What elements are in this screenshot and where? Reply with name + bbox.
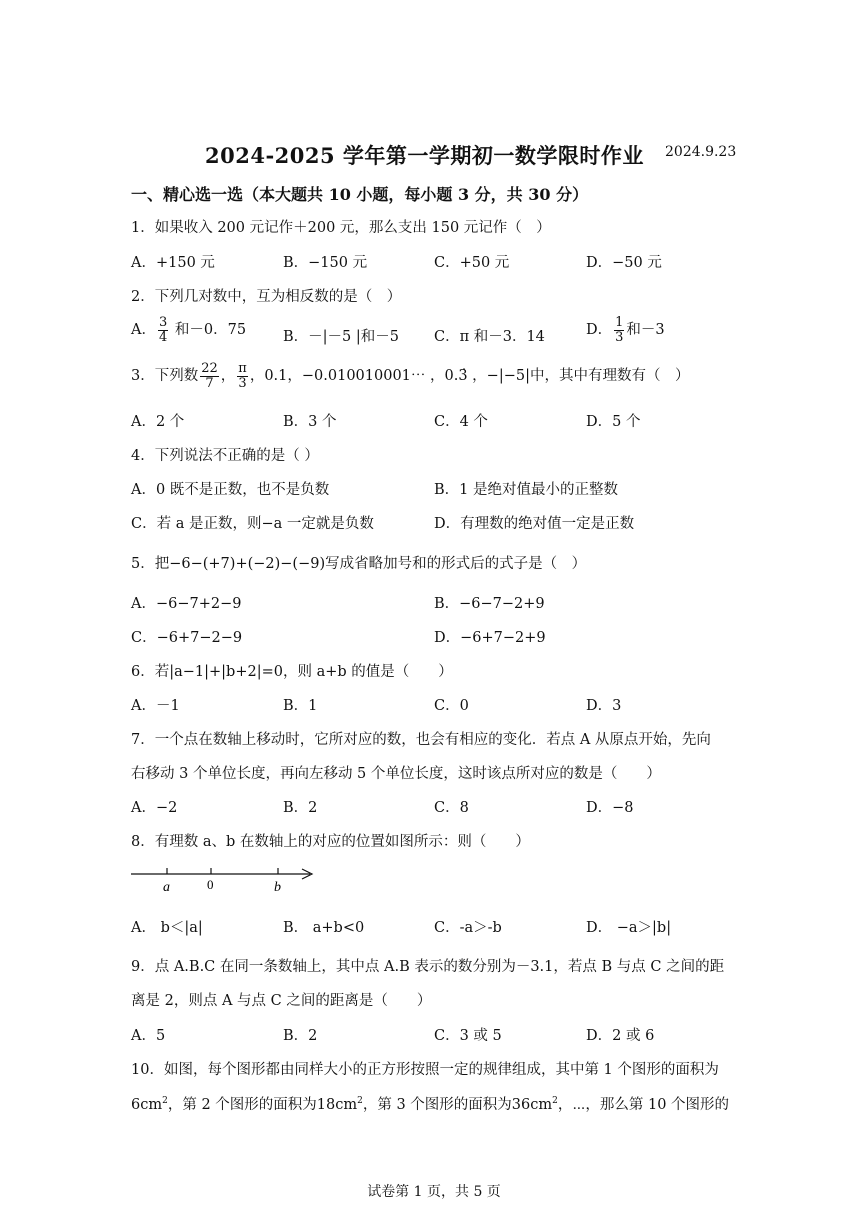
q4-option-a: A．0 既不是正数，也不是负数 — [131, 482, 330, 498]
q9-option-a: A．5 — [131, 1028, 166, 1044]
fraction: $\frac{\pi}{3}$ — [238, 361, 247, 391]
q8-option-d: D． −a＞|b| — [586, 920, 672, 936]
page-title: 2024-2025 学年第一学期初一数学限时作业 — [205, 143, 644, 168]
q5-option-b: B．−6−7−2+9 — [434, 596, 545, 612]
question-9-line-2: 离是 2，则点 A 与点 C 之间的距离是（ ） — [131, 993, 432, 1009]
q7-option-a: A．−2 — [131, 800, 178, 816]
q4-option-b: B．1 是绝对值最小的正整数 — [434, 482, 618, 498]
q7-option-d: D．−8 — [586, 800, 634, 816]
q2-option-d: D． $\frac{1}{3}$ 和－3 — [586, 315, 665, 345]
q3-option-b: B．3 个 — [283, 414, 337, 430]
q6-option-a: A．－1 — [131, 698, 180, 714]
fraction: $\frac{3}{4}$ — [158, 315, 168, 345]
question-5-stem: 5．把−6−(+7)+(−2)−(−9)写成省略加号和的形式后的式子是（ ） — [131, 556, 587, 572]
q9-option-b: B．2 — [283, 1028, 318, 1044]
q5-option-a: A．−6−7+2−9 — [131, 596, 242, 612]
question-9-line-1: 9．点 A.B.C 在同一条数轴上，其中点 A.B 表示的数分别为－3.1，若点 B 与点 C 之间的距 — [131, 959, 725, 975]
q6-option-d: D．3 — [586, 698, 622, 714]
q1-option-c: C．+50 元 — [434, 255, 510, 271]
q7-option-c: C．8 — [434, 800, 469, 816]
q5-option-c: C．−6+7−2−9 — [131, 630, 243, 646]
q1-option-b: B．−150 元 — [283, 255, 368, 271]
q3-option-a: A．2 个 — [131, 414, 185, 430]
q6-option-c: C．0 — [434, 698, 469, 714]
q3-option-d: D．5 个 — [586, 414, 641, 430]
q2-option-a: A． $\frac{3}{4}$ 和－0．75 — [131, 315, 247, 345]
q8-option-b: B． a+b<0 — [283, 920, 365, 936]
section-heading: 一、精心选一选（本大题共 10 小题，每小题 3 分，共 30 分） — [131, 185, 589, 204]
label-zero: 0 — [207, 877, 214, 892]
q4-option-d: D．有理数的绝对值一定是正数 — [434, 516, 635, 532]
q9-option-c: C．3 或 5 — [434, 1028, 502, 1044]
question-10-line-1: 10．如图，每个图形都由同样大小的正方形按照一定的规律组成，其中第 1 个图形的面积为 — [131, 1062, 719, 1078]
q1-option-d: D．−50 元 — [586, 255, 662, 271]
q6-option-b: B．1 — [283, 698, 318, 714]
date-label: 2024.9.23 — [665, 144, 737, 160]
question-2-stem: 2．下列几对数中，互为相反数的是（ ） — [131, 289, 402, 305]
question-10-line-2: $6cm^2$，第 2 个图形的面积为$18cm^2$，第 3 个图形的面积为$36cm^2$，⋯，那么第 10 个图形的 — [131, 1096, 730, 1113]
question-1-stem: 1．如果收入 200 元记作＋200 元，那么支出 150 元记作（ ） — [131, 220, 551, 236]
page-footer: 试卷第 1 页，共 5 页 — [367, 1184, 501, 1200]
q4-option-c: C．若 a 是正数，则−a 一定就是负数 — [131, 516, 374, 532]
q3-option-c: C．4 个 — [434, 414, 488, 430]
fraction: $\frac{1}{3}$ — [615, 315, 624, 345]
q2-option-b: B．－|－5 |和－5 — [283, 329, 399, 345]
question-7-line-2: 右移动 3 个单位长度，再向左移动 5 个单位长度，这时该点所对应的数是（ ） — [131, 766, 661, 782]
question-8-stem: 8．有理数 a、b 在数轴上的对应的位置如图所示：则（ ） — [131, 834, 530, 850]
number-line-figure — [128, 860, 328, 900]
q1-option-a: A．+150 元 — [131, 255, 215, 271]
q7-option-b: B．2 — [283, 800, 318, 816]
q2-option-c: C．π 和－3．14 — [434, 329, 545, 345]
q5-option-d: D．−6+7−2+9 — [434, 630, 546, 646]
question-6-stem: 6．若|a−1|+|b+2|=0，则 a+b 的值是（ ） — [131, 664, 453, 680]
label-a: a — [163, 880, 170, 895]
q8-option-a: A． b＜|a| — [131, 920, 203, 936]
label-b: b — [274, 880, 281, 895]
question-3-stem: 3．下列数 $\frac{22}{7}$ ， $\frac{\pi}{3}$ ，0.1，−0.010010001⋯ ，0.3̇ ，−|−5|中，其中有理数有（ ） — [131, 361, 690, 391]
q9-option-d: D．2 或 6 — [586, 1028, 655, 1044]
question-4-stem: 4．下列说法不正确的是（ ） — [131, 448, 319, 464]
question-7-line-1: 7．一个点在数轴上移动时，它所对应的数，也会有相应的变化．若点 A 从原点开始，先向 — [131, 732, 711, 748]
q8-option-c: C．-a＞-b — [434, 920, 502, 936]
fraction: $\frac{22}{7}$ — [201, 361, 218, 391]
